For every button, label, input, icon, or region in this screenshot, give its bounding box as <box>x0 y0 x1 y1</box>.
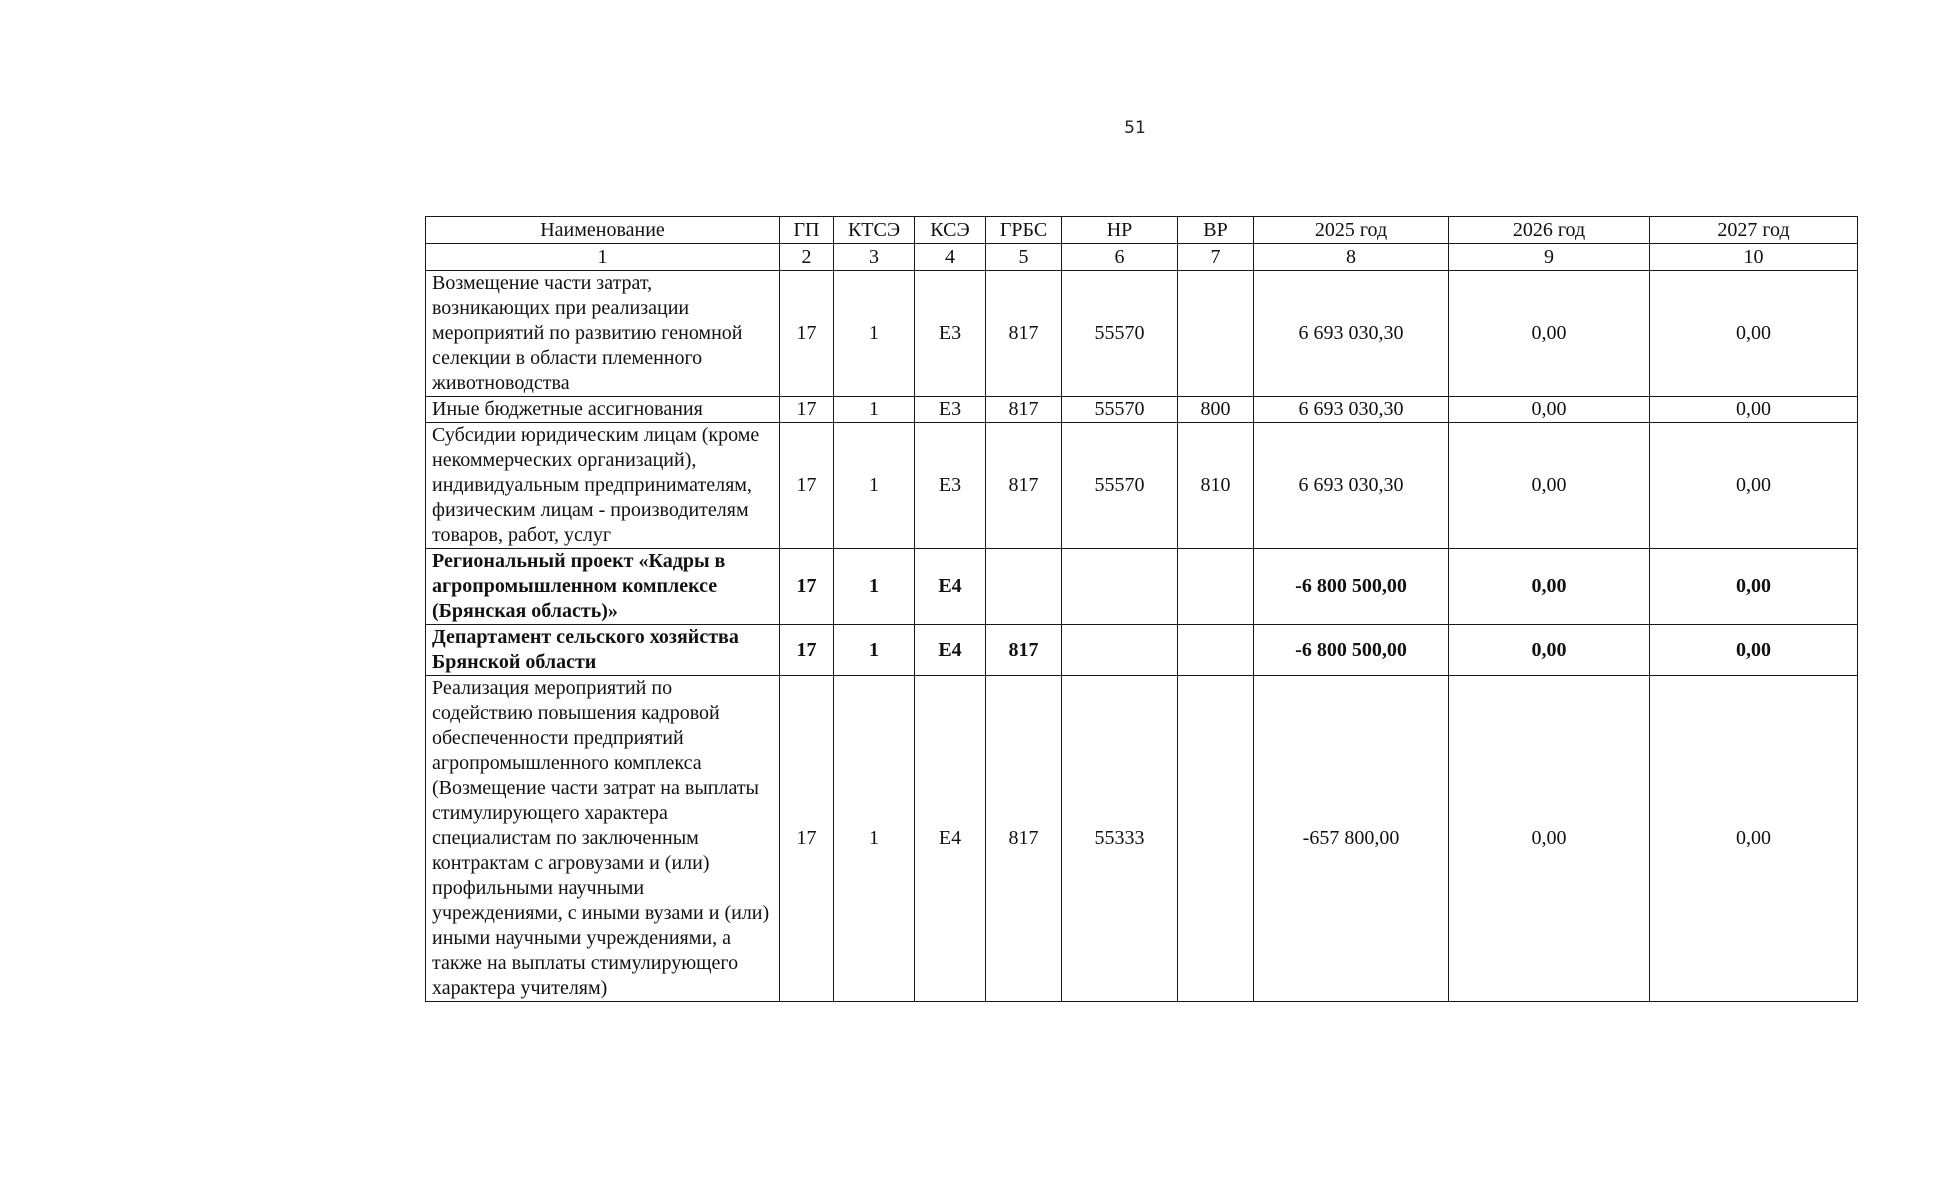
cell-grbs: 817 <box>986 271 1062 397</box>
cell-2027: 0,00 <box>1650 397 1858 423</box>
budget-table <box>425 216 1858 1002</box>
cell-ktse: 1 <box>834 423 915 549</box>
header-ktse: КТСЭ <box>834 217 915 244</box>
row-name: Департамент сельского хозяйства Брянской области <box>426 625 780 676</box>
cell-gp: 17 <box>780 625 834 676</box>
cell-vr: 810 <box>1178 423 1254 549</box>
header-row <box>426 217 1858 244</box>
cell-nr: 55570 <box>1062 397 1178 423</box>
cell-2026: 0,00 <box>1449 423 1650 549</box>
cell-2025: -6 800 500,00 <box>1254 625 1449 676</box>
table-row <box>426 549 1858 625</box>
header-name: Наименование <box>426 217 780 244</box>
cell-2025: -657 800,00 <box>1254 676 1449 1002</box>
row-name: Региональный проект «Кадры в агропромышленном комплексе (Брянская область)» <box>426 549 780 625</box>
cell-gp: 17 <box>780 423 834 549</box>
header-vr: ВР <box>1178 217 1254 244</box>
cell-vr <box>1178 271 1254 397</box>
cell-nr: 55570 <box>1062 423 1178 549</box>
table-row <box>426 625 1858 676</box>
column-number: 10 <box>1650 244 1858 271</box>
cell-2025: 6 693 030,30 <box>1254 271 1449 397</box>
column-number: 8 <box>1254 244 1449 271</box>
cell-kse: Е3 <box>915 397 986 423</box>
table-row <box>426 676 1858 1002</box>
cell-2025: 6 693 030,30 <box>1254 397 1449 423</box>
table-row <box>426 397 1858 423</box>
cell-ktse: 1 <box>834 549 915 625</box>
cell-nr: 55570 <box>1062 271 1178 397</box>
cell-vr <box>1178 549 1254 625</box>
cell-2026: 0,00 <box>1449 549 1650 625</box>
cell-nr: 55333 <box>1062 676 1178 1002</box>
cell-kse: Е3 <box>915 423 986 549</box>
column-number-row <box>426 244 1858 271</box>
cell-ktse: 1 <box>834 625 915 676</box>
cell-2025: 6 693 030,30 <box>1254 423 1449 549</box>
cell-gp: 17 <box>780 271 834 397</box>
cell-grbs: 817 <box>986 397 1062 423</box>
cell-grbs: 817 <box>986 625 1062 676</box>
page-number: 51 <box>1124 118 1146 138</box>
column-number: 1 <box>426 244 780 271</box>
cell-2027: 0,00 <box>1650 271 1858 397</box>
column-number: 4 <box>915 244 986 271</box>
cell-grbs: 817 <box>986 676 1062 1002</box>
row-name: Возмещение части затрат, возникающих при реализации мероприятий по развитию геномной селекции в области племенного животноводства <box>426 271 780 397</box>
cell-nr <box>1062 549 1178 625</box>
cell-kse: Е4 <box>915 625 986 676</box>
column-number: 2 <box>780 244 834 271</box>
header-nr: НР <box>1062 217 1178 244</box>
cell-ktse: 1 <box>834 676 915 1002</box>
row-name: Субсидии юридическим лицам (кроме некоммерческих организаций), индивидуальным предпринимателям, физическим лицам - производителям товаров, работ, услуг <box>426 423 780 549</box>
cell-vr: 800 <box>1178 397 1254 423</box>
header-gp: ГП <box>780 217 834 244</box>
cell-2027: 0,00 <box>1650 676 1858 1002</box>
header-kse: КСЭ <box>915 217 986 244</box>
cell-ktse: 1 <box>834 397 915 423</box>
cell-gp: 17 <box>780 549 834 625</box>
cell-2026: 0,00 <box>1449 625 1650 676</box>
column-number: 6 <box>1062 244 1178 271</box>
row-name: Иные бюджетные ассигнования <box>426 397 780 423</box>
header-2027: 2027 год <box>1650 217 1858 244</box>
cell-2025: -6 800 500,00 <box>1254 549 1449 625</box>
column-number: 9 <box>1449 244 1650 271</box>
cell-ktse: 1 <box>834 271 915 397</box>
cell-grbs: 817 <box>986 423 1062 549</box>
header-2026: 2026 год <box>1449 217 1650 244</box>
cell-grbs <box>986 549 1062 625</box>
cell-2026: 0,00 <box>1449 676 1650 1002</box>
header-grbs: ГРБС <box>986 217 1062 244</box>
header-2025: 2025 год <box>1254 217 1449 244</box>
cell-2026: 0,00 <box>1449 271 1650 397</box>
column-number: 5 <box>986 244 1062 271</box>
cell-2026: 0,00 <box>1449 397 1650 423</box>
cell-vr <box>1178 625 1254 676</box>
cell-gp: 17 <box>780 676 834 1002</box>
cell-nr <box>1062 625 1178 676</box>
table-row <box>426 271 1858 397</box>
cell-gp: 17 <box>780 397 834 423</box>
cell-2027: 0,00 <box>1650 625 1858 676</box>
cell-vr <box>1178 676 1254 1002</box>
column-number: 3 <box>834 244 915 271</box>
cell-kse: Е3 <box>915 271 986 397</box>
cell-kse: Е4 <box>915 549 986 625</box>
cell-kse: Е4 <box>915 676 986 1002</box>
cell-2027: 0,00 <box>1650 423 1858 549</box>
row-name: Реализация мероприятий по содействию повышения кадровой обеспеченности предприятий агропромышленного комплекса (Возмещение части затрат на выплаты стимулирующего характера специалистам по заключенным контрактам с агровузами и (или) профильными научными учреждениями, с иными вузами и (или) иными научными учреждениями, а также на выплаты стимулирующего характера учителям) <box>426 676 780 1002</box>
cell-2027: 0,00 <box>1650 549 1858 625</box>
table-row <box>426 423 1858 549</box>
column-number: 7 <box>1178 244 1254 271</box>
